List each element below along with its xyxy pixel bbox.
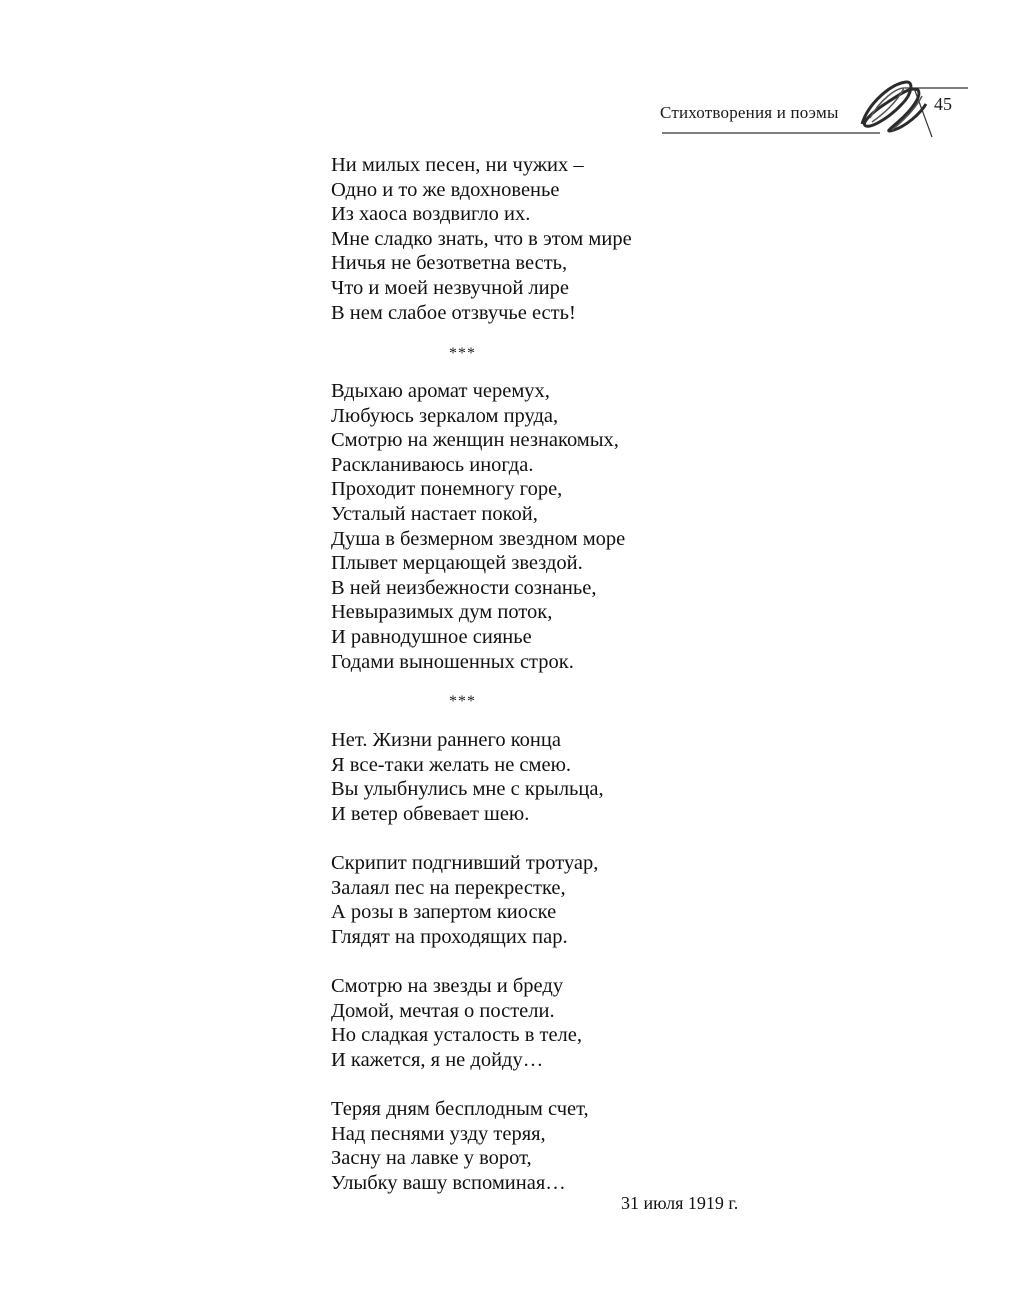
- poem-line: Что и моей незвучной лире: [331, 276, 569, 299]
- poem-line: И кажется, я не дойду…: [331, 1048, 544, 1071]
- poem-line: А розы в запертом киоске: [331, 901, 557, 924]
- poem-line: И ветер обвевает шею.: [331, 802, 530, 825]
- poem-line: Раскланиваюсь иногда.: [331, 453, 534, 476]
- poem-date: 31 июля 1919 г.: [621, 1193, 739, 1213]
- poem-line: Домой, мечтая о постели.: [331, 999, 555, 1022]
- poem-line: Проходит понемногу горе,: [331, 478, 563, 501]
- poem-line: Плывет мерцающей звездой.: [331, 552, 583, 575]
- poem-line: Залаял пес на перекрестке,: [331, 876, 566, 899]
- poem-line: Улыбку вашу вспоминая…: [331, 1171, 566, 1194]
- stanza-2: [331, 379, 891, 674]
- stanza-4: [331, 851, 891, 949]
- poem-line: Одно и то же вдохновенье: [331, 178, 560, 201]
- stanza-3: [331, 728, 891, 826]
- poem-line: И равнодушное сиянье: [331, 625, 532, 648]
- poem-line: Из хаоса воздвигло их.: [331, 203, 531, 226]
- poem-line: В ней неизбежности сознанье,: [331, 576, 597, 599]
- section-separator: ***: [449, 345, 476, 362]
- poem-line: Я все-таки желать не смею.: [331, 753, 572, 776]
- poem-line: Годами выношенных строк.: [331, 650, 574, 673]
- poem-line: Над песнями узду теряя,: [331, 1122, 546, 1145]
- stanza-6: [331, 1097, 891, 1195]
- poem-line: Невыразимых дум поток,: [331, 601, 553, 624]
- section-separator: ***: [449, 693, 476, 710]
- calligraphic-swirl-icon: [0, 0, 1016, 150]
- stanza-5: [331, 974, 891, 1072]
- poem-line: Но сладкая усталость в теле,: [331, 1024, 583, 1047]
- page-header: [0, 0, 1016, 150]
- poem-line: Смотрю на женщин незнакомых,: [331, 429, 619, 452]
- poem-line: Засну на лавке у ворот,: [331, 1147, 532, 1170]
- poem-line: В нем слабое отзвучье есть!: [331, 301, 576, 324]
- poem-line: Вы улыбнулись мне с крыльца,: [331, 778, 604, 801]
- poem-line: Теряя дням бесплодным счет,: [331, 1098, 589, 1120]
- poem-line: Глядят на проходящих пар.: [331, 925, 568, 948]
- poem-line: Вдыхаю аромат черемух,: [331, 380, 550, 402]
- poem-line: Смотрю на звезды и бреду: [331, 975, 564, 997]
- poem-line: Мне сладко знать, что в этом мире: [331, 227, 632, 250]
- poem-line: Усталый настает покой,: [331, 502, 538, 525]
- running-title: Стихотворения и поэмы: [660, 103, 839, 122]
- stanza-1: [331, 153, 891, 325]
- poem-line: Нет. Жизни раннего конца: [331, 729, 561, 751]
- poem-line: Любуюсь зеркалом пруда,: [331, 404, 559, 427]
- page-number: 45: [934, 94, 952, 114]
- poem-line: Ни милых песен, ни чужих –: [331, 154, 584, 176]
- poem-line: Душа в безмерном звездном море: [331, 527, 626, 550]
- poem-line: Ничья не безответна весть,: [331, 252, 568, 275]
- poem-line: Скрипит подгнивший тротуар,: [331, 852, 599, 874]
